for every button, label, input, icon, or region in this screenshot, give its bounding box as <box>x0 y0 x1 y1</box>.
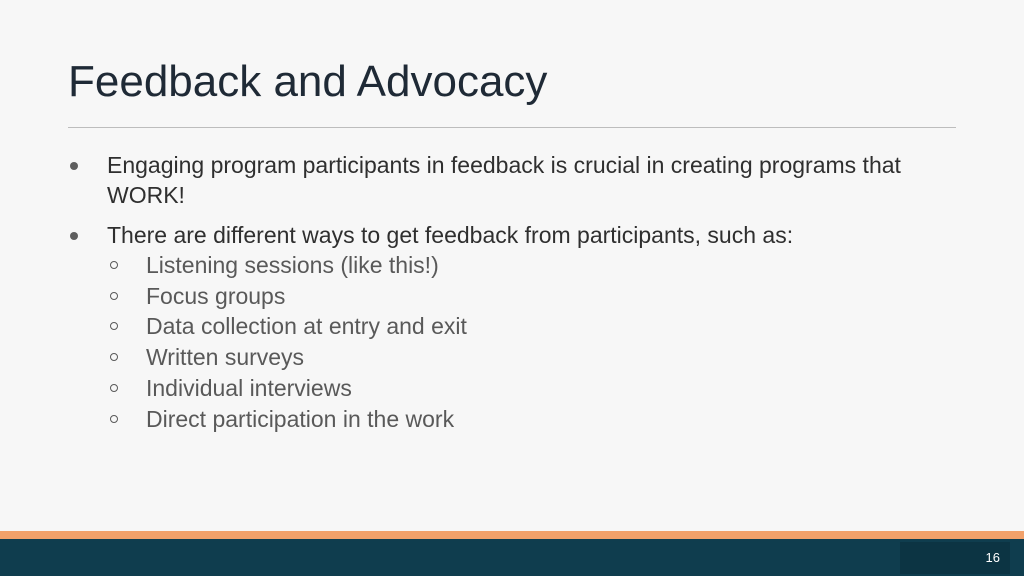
slide-title: Feedback and Advocacy <box>68 57 548 106</box>
sub-bullet-item <box>146 373 968 404</box>
sub-bullet-list <box>68 250 968 434</box>
sub-bullet-text: Individual interviews <box>146 374 352 401</box>
sub-bullet-item <box>146 250 968 281</box>
page-number: 16 <box>985 550 1000 565</box>
hollow-bullet-icon <box>110 384 118 392</box>
bullet-item <box>68 220 968 250</box>
sub-bullet-item <box>146 281 968 312</box>
sub-bullet-item <box>146 342 968 373</box>
bullet-text: Engaging program participants in feedback is crucial in creating programs that WORK! <box>107 152 901 208</box>
hollow-bullet-icon <box>110 261 118 269</box>
sub-bullet-text: Listening sessions (like this!) <box>146 252 439 278</box>
sub-bullet-text: Focus groups <box>146 282 286 309</box>
bullet-list <box>68 150 968 434</box>
sub-bullet-item <box>146 404 968 435</box>
title-divider <box>68 127 956 128</box>
page-number-box <box>900 542 1010 574</box>
sub-bullet-item <box>146 311 968 342</box>
bullet-text: There are different ways to get feedback from participants, such as: <box>107 222 794 248</box>
hollow-bullet-icon <box>110 415 118 423</box>
bullet-dot-icon <box>70 162 78 170</box>
hollow-bullet-icon <box>110 322 118 330</box>
bullet-dot-icon <box>70 232 78 240</box>
footer-accent-stripe <box>0 531 1024 539</box>
footer-bar <box>0 539 1024 576</box>
hollow-bullet-icon <box>110 353 118 361</box>
sub-bullet-text: Direct participation in the work <box>146 405 455 432</box>
sub-bullet-text: Written surveys <box>146 344 305 371</box>
bullet-item <box>68 150 968 210</box>
hollow-bullet-icon <box>110 292 118 300</box>
sub-bullet-text: Data collection at entry and exit <box>146 313 467 340</box>
